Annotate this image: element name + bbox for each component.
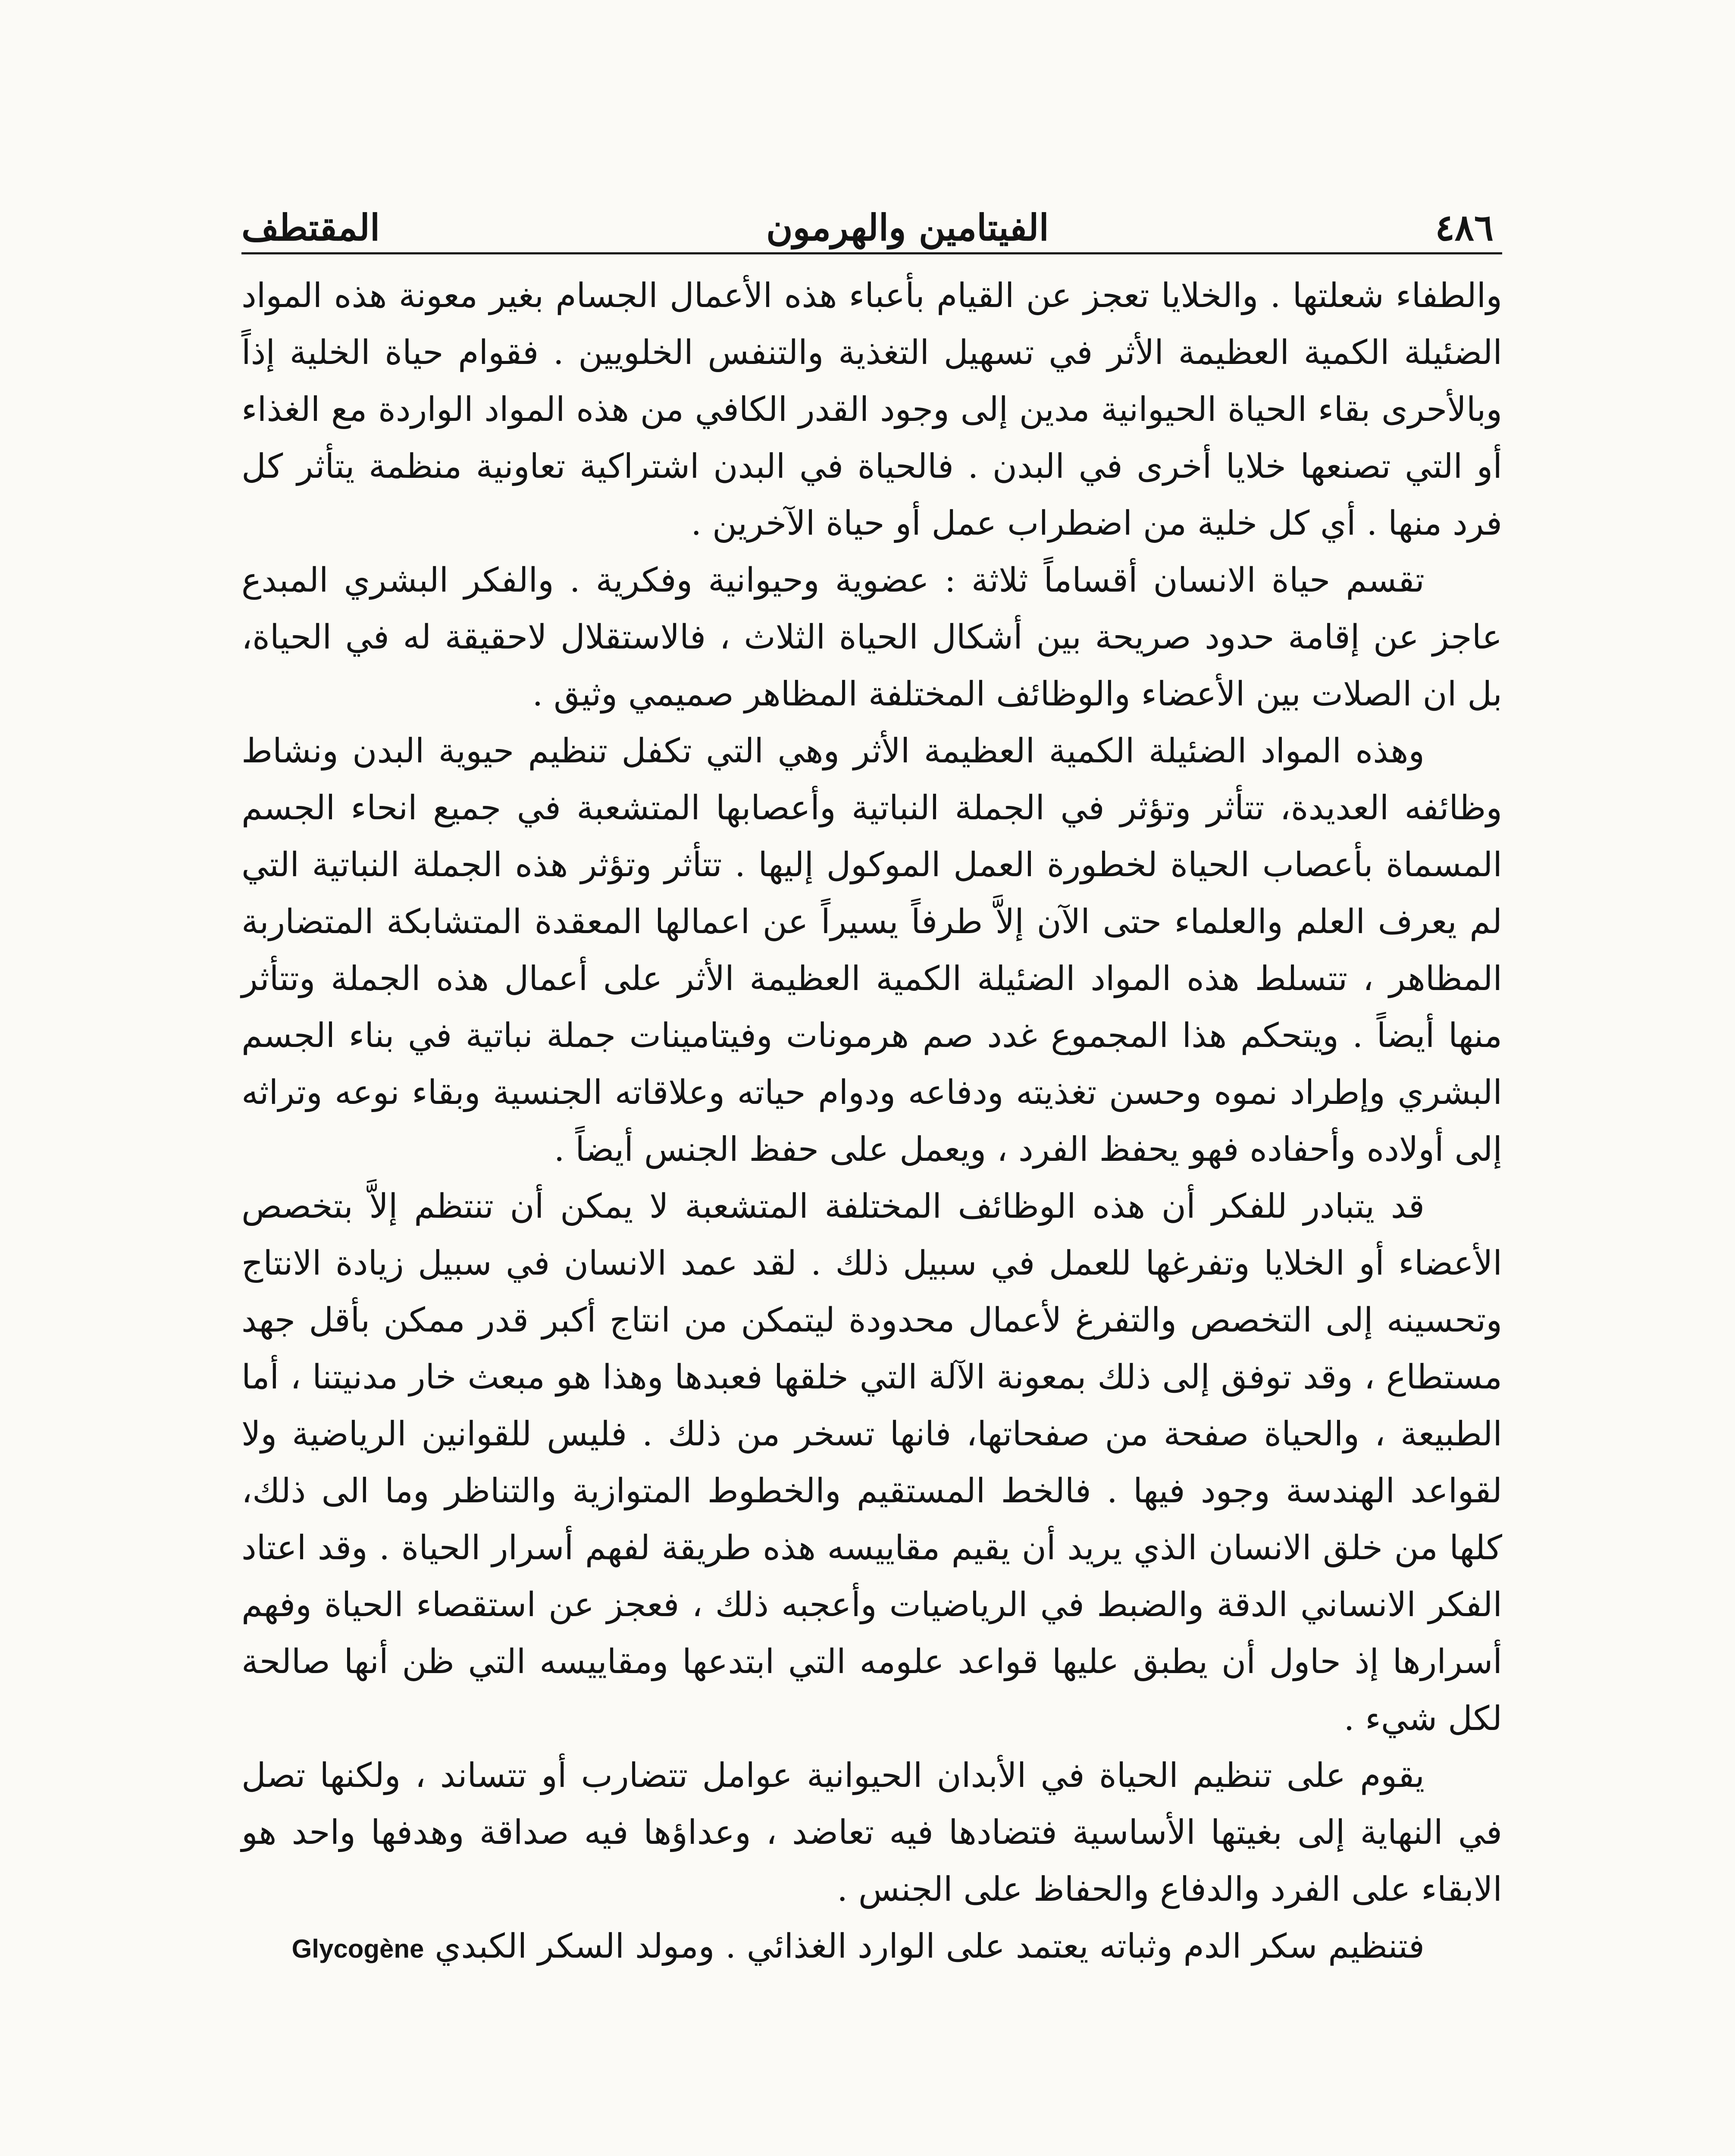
article-body [241,267,1502,1977]
paragraph-3: وهذه المواد الضئيلة الكمية العظيمة الأثر وهي التي تكفل تنظيم حيوية البدن ونشاط وظائفه العديدة، تتأثر وتؤثر في الجملة النباتية وأعصابها المتشعبة في جميع انحاء الجسم المسماة بأعصاب الحياة لخطورة العمل الموكول إليها . تتأثر وتؤثر هذه الجملة النباتية التي لم يعرف العلم والعلماء حتى الآن إلاَّ طرفاً يسيراً عن اعمالها المعقدة المتشابكة المتضاربة المظاهر ، تتسلط هذه المواد الضئيلة الكمية العظيمة الأثر على أعمال هذه الجملة وتتأثر منها أيضاً . ويتحكم هذا المجموع غدد صم هرمونات وفيتامينات جملة نباتية في بناء الجسم البشري وإطراد نموه وحسن تغذيته ودفاعه ودوام حياته وعلاقاته الجنسية وبقاء نوعه وتراثه إلى أولاده وأحفاده فهو يحفظ الفرد ، ويعمل على حفظ الجنس أيضاً . [241,732,1502,1169]
paragraph-5: يقوم على تنظيم الحياة في الأبدان الحيوانية عوامل تتضارب أو تتساند ، ولكنها تصل في النهاية إلى بغيتها الأساسية فتضادها فيه تعاضد ، وعداؤها فيه صداقة وهدفها واحد هو الابقاء على الفرد والدفاع والحفاظ على الجنس . [241,1756,1502,1909]
article-title: الفيتامين والهرمون [766,206,1049,249]
header-rule [241,252,1502,254]
paragraph-6 [241,1918,1502,1977]
page-header [241,181,1494,249]
journal-name: المقتطف [241,206,380,249]
paragraph-2: تقسم حياة الانسان أقساماً ثلاثة : عضوية وحيوانية وفكرية . والفكر البشري المبدع عاجز عن إقامة حدود صريحة بين أشكال الحياة الثلاث ، فالاستقلال لاحقيقة له في الحياة، بل ان الصلات بين الأعضاء والوظائف المختلفة المظاهر صميمي وثيق . [241,561,1502,714]
paragraph-1: والطفاء شعلتها . والخلايا تعجز عن القيام بأعباء هذه الأعمال الجسام بغير معونة هذه المواد الضئيلة الكمية العظيمة الأثر في تسهيل التغذية والتنفس الخلويين . فقوام حياة الخلية إذاً وبالأحرى بقاء الحياة الحيوانية مدين إلى وجود القدر الكافي من هذه المواد الواردة مع الغذاء أو التي تصنعها خلايا أخرى في البدن . فالحياة في البدن اشتراكية تعاونية منظمة يتأثر كل فرد منها . أي كل خلية من اضطراب عمل أو حياة الآخرين . [241,276,1502,543]
page-number: ٤٨٦ [1435,206,1494,249]
latin-term-glycogene: Glycogène [291,1934,424,1963]
paragraph-4: قد يتبادر للفكر أن هذه الوظائف المختلفة المتشعبة لا يمكن أن تنتظم إلاَّ بتخصص الأعضاء أو الخلايا وتفرغها للعمل في سبيل ذلك . لقد عمد الانسان في سبيل زيادة الانتاج وتحسينه إلى التخصص والتفرغ لأعمال محدودة ليتمكن من انتاج أكبر قدر ممكن بأقل جهد مستطاع ، وقد توفق إلى ذلك بمعونة الآلة التي خلقها فعبدها وهذا هو مبعث خار مدنيتنا ، أما الطبيعة ، والحياة صفحة من صفحاتها، فانها تسخر من ذلك . فليس للقوانين الرياضية ولا لقواعد الهندسة وجود فيها . فالخط المستقيم والخطوط المتوازية والتناظر وما الى ذلك، كلها من خلق الانسان الذي يريد أن يقيم مقاييسه هذه طريقة لفهم أسرار الحياة . وقد اعتاد الفكر الانساني الدقة والضبط في الرياضيات وأعجبه ذلك ، فعجز عن استقصاء الحياة وفهم أسرارها إذ حاول أن يطبق عليها قواعد علومه التي ابتدعها ومقاييسه التي ظن أنها صالحة لكل شيء . [241,1187,1502,1738]
last-line-text: فتنظيم سكر الدم وثباته يعتمد على الوارد الغذائي . ومولد السكر الكبدي [435,1927,1425,1966]
